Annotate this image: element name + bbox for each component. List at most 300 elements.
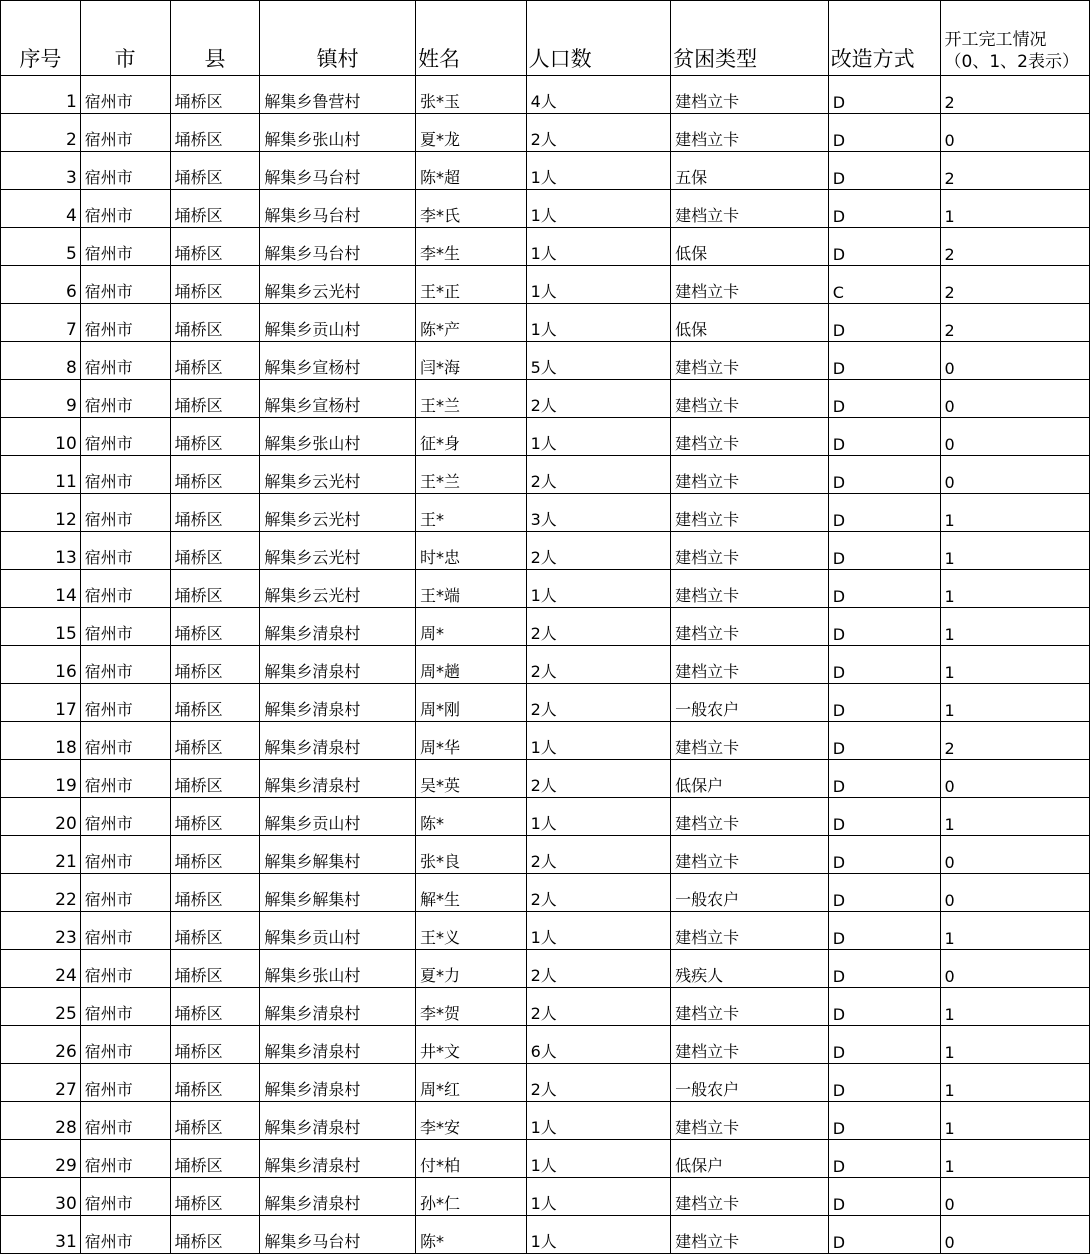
table-row: [1, 1178, 1090, 1216]
cell-town-village: 解集乡清泉村: [260, 684, 416, 722]
cell-city: 宿州市: [80, 228, 170, 266]
cell-poverty-type: 低保: [671, 228, 829, 266]
cell-construction-status: 0: [940, 1216, 1089, 1254]
cell-county: 埇桥区: [170, 988, 260, 1026]
cell-population: 1人: [526, 1140, 671, 1178]
cell-population: 1人: [526, 1216, 671, 1254]
cell-town-village: 解集乡解集村: [260, 836, 416, 874]
cell-city: 宿州市: [80, 836, 170, 874]
table-row: [1, 836, 1090, 874]
cell-serial-number: 26: [1, 1026, 81, 1064]
cell-renovation-method: D: [828, 874, 940, 912]
cell-serial-number: 1: [1, 76, 81, 114]
cell-name: 王*端: [416, 570, 527, 608]
cell-construction-status: 1: [940, 494, 1089, 532]
cell-serial-number: 23: [1, 912, 81, 950]
cell-city: 宿州市: [80, 266, 170, 304]
cell-population: 2人: [526, 684, 671, 722]
cell-county: 埇桥区: [170, 608, 260, 646]
cell-poverty-type: 残疾人: [671, 950, 829, 988]
cell-name: 陈*: [416, 1216, 527, 1254]
cell-population: 2人: [526, 874, 671, 912]
cell-renovation-method: D: [828, 1178, 940, 1216]
cell-name: 孙*仁: [416, 1178, 527, 1216]
cell-town-village: 解集乡清泉村: [260, 1026, 416, 1064]
cell-renovation-method: D: [828, 570, 940, 608]
cell-renovation-method: D: [828, 608, 940, 646]
cell-serial-number: 15: [1, 608, 81, 646]
cell-poverty-type: 建档立卡: [671, 418, 829, 456]
cell-town-village: 解集乡清泉村: [260, 1102, 416, 1140]
cell-renovation-method: D: [828, 1102, 940, 1140]
table-row: [1, 1216, 1090, 1254]
cell-city: 宿州市: [80, 76, 170, 114]
cell-city: 宿州市: [80, 722, 170, 760]
cell-construction-status: 1: [940, 532, 1089, 570]
cell-town-village: 解集乡张山村: [260, 418, 416, 456]
cell-renovation-method: D: [828, 190, 940, 228]
cell-renovation-method: D: [828, 1026, 940, 1064]
table-header: [1, 1, 1090, 76]
cell-county: 埇桥区: [170, 1064, 260, 1102]
header-name: 姓名: [416, 1, 527, 76]
cell-name: 吴*英: [416, 760, 527, 798]
cell-city: 宿州市: [80, 418, 170, 456]
cell-serial-number: 4: [1, 190, 81, 228]
cell-town-village: 解集乡清泉村: [260, 988, 416, 1026]
cell-name: 王*兰: [416, 456, 527, 494]
cell-serial-number: 25: [1, 988, 81, 1026]
table-row: [1, 532, 1090, 570]
table-row: [1, 722, 1090, 760]
cell-town-village: 解集乡张山村: [260, 950, 416, 988]
cell-population: 1人: [526, 1178, 671, 1216]
cell-population: 1人: [526, 304, 671, 342]
cell-county: 埇桥区: [170, 684, 260, 722]
cell-city: 宿州市: [80, 152, 170, 190]
cell-construction-status: 0: [940, 874, 1089, 912]
cell-renovation-method: D: [828, 950, 940, 988]
cell-name: 周*趟: [416, 646, 527, 684]
cell-name: 王*: [416, 494, 527, 532]
cell-serial-number: 10: [1, 418, 81, 456]
cell-construction-status: 1: [940, 190, 1089, 228]
cell-county: 埇桥区: [170, 494, 260, 532]
header-row: [1, 1, 1090, 76]
cell-town-village: 解集乡云光村: [260, 494, 416, 532]
cell-population: 1人: [526, 190, 671, 228]
cell-town-village: 解集乡清泉村: [260, 1140, 416, 1178]
cell-county: 埇桥区: [170, 1216, 260, 1254]
cell-city: 宿州市: [80, 798, 170, 836]
cell-poverty-type: 建档立卡: [671, 836, 829, 874]
cell-name: 井*文: [416, 1026, 527, 1064]
header-population: 人口数: [526, 1, 671, 76]
cell-construction-status: 2: [940, 228, 1089, 266]
cell-serial-number: 21: [1, 836, 81, 874]
cell-county: 埇桥区: [170, 646, 260, 684]
cell-city: 宿州市: [80, 380, 170, 418]
table-row: [1, 1064, 1090, 1102]
cell-serial-number: 9: [1, 380, 81, 418]
cell-name: 陈*超: [416, 152, 527, 190]
cell-construction-status: 2: [940, 152, 1089, 190]
cell-county: 埇桥区: [170, 1102, 260, 1140]
cell-serial-number: 14: [1, 570, 81, 608]
cell-name: 李*安: [416, 1102, 527, 1140]
cell-town-village: 解集乡贡山村: [260, 912, 416, 950]
cell-name: 周*刚: [416, 684, 527, 722]
cell-renovation-method: D: [828, 912, 940, 950]
cell-poverty-type: 建档立卡: [671, 1102, 829, 1140]
cell-renovation-method: D: [828, 988, 940, 1026]
cell-county: 埇桥区: [170, 874, 260, 912]
cell-poverty-type: 建档立卡: [671, 494, 829, 532]
cell-name: 王*义: [416, 912, 527, 950]
cell-name: 王*兰: [416, 380, 527, 418]
cell-town-village: 解集乡张山村: [260, 114, 416, 152]
cell-town-village: 解集乡云光村: [260, 570, 416, 608]
cell-poverty-type: 五保: [671, 152, 829, 190]
table-row: [1, 1102, 1090, 1140]
cell-construction-status: 0: [940, 950, 1089, 988]
cell-city: 宿州市: [80, 1216, 170, 1254]
cell-town-village: 解集乡云光村: [260, 456, 416, 494]
cell-renovation-method: D: [828, 152, 940, 190]
cell-construction-status: 1: [940, 608, 1089, 646]
cell-poverty-type: 建档立卡: [671, 380, 829, 418]
cell-town-village: 解集乡云光村: [260, 266, 416, 304]
cell-serial-number: 11: [1, 456, 81, 494]
cell-renovation-method: D: [828, 1140, 940, 1178]
cell-renovation-method: D: [828, 380, 940, 418]
cell-renovation-method: D: [828, 418, 940, 456]
cell-serial-number: 30: [1, 1178, 81, 1216]
cell-county: 埇桥区: [170, 950, 260, 988]
cell-name: 时*忠: [416, 532, 527, 570]
cell-serial-number: 6: [1, 266, 81, 304]
cell-name: 付*柏: [416, 1140, 527, 1178]
cell-city: 宿州市: [80, 1026, 170, 1064]
cell-poverty-type: 一般农户: [671, 1064, 829, 1102]
cell-county: 埇桥区: [170, 190, 260, 228]
cell-poverty-type: 低保户: [671, 1140, 829, 1178]
cell-serial-number: 20: [1, 798, 81, 836]
cell-name: 李*贺: [416, 988, 527, 1026]
table-row: [1, 950, 1090, 988]
cell-town-village: 解集乡宣杨村: [260, 342, 416, 380]
cell-serial-number: 16: [1, 646, 81, 684]
cell-renovation-method: D: [828, 304, 940, 342]
cell-county: 埇桥区: [170, 1178, 260, 1216]
cell-town-village: 解集乡马台村: [260, 190, 416, 228]
cell-construction-status: 2: [940, 304, 1089, 342]
cell-population: 2人: [526, 950, 671, 988]
cell-construction-status: 0: [940, 760, 1089, 798]
cell-town-village: 解集乡贡山村: [260, 798, 416, 836]
cell-town-village: 解集乡清泉村: [260, 1178, 416, 1216]
cell-city: 宿州市: [80, 1102, 170, 1140]
table-row: [1, 266, 1090, 304]
table-row: [1, 684, 1090, 722]
cell-county: 埇桥区: [170, 836, 260, 874]
cell-county: 埇桥区: [170, 798, 260, 836]
cell-renovation-method: D: [828, 722, 940, 760]
cell-poverty-type: 建档立卡: [671, 608, 829, 646]
cell-county: 埇桥区: [170, 266, 260, 304]
cell-poverty-type: 建档立卡: [671, 1178, 829, 1216]
cell-town-village: 解集乡马台村: [260, 228, 416, 266]
cell-name: 周*华: [416, 722, 527, 760]
cell-poverty-type: 建档立卡: [671, 1026, 829, 1064]
table-row: [1, 760, 1090, 798]
table-row: [1, 608, 1090, 646]
cell-construction-status: 1: [940, 570, 1089, 608]
table-row: [1, 798, 1090, 836]
cell-population: 1人: [526, 570, 671, 608]
cell-county: 埇桥区: [170, 570, 260, 608]
cell-construction-status: 1: [940, 988, 1089, 1026]
cell-construction-status: 0: [940, 1178, 1089, 1216]
cell-population: 2人: [526, 456, 671, 494]
table-row: [1, 1026, 1090, 1064]
header-poverty-type: 贫困类型: [671, 1, 829, 76]
cell-poverty-type: 建档立卡: [671, 722, 829, 760]
cell-population: 2人: [526, 532, 671, 570]
cell-poverty-type: 建档立卡: [671, 912, 829, 950]
cell-city: 宿州市: [80, 532, 170, 570]
table-row: [1, 114, 1090, 152]
cell-renovation-method: D: [828, 646, 940, 684]
cell-serial-number: 8: [1, 342, 81, 380]
cell-population: 1人: [526, 912, 671, 950]
cell-county: 埇桥区: [170, 114, 260, 152]
cell-name: 张*玉: [416, 76, 527, 114]
cell-serial-number: 27: [1, 1064, 81, 1102]
header-serial-number: 序号: [1, 1, 81, 76]
cell-name: 征*身: [416, 418, 527, 456]
cell-name: 李*氏: [416, 190, 527, 228]
cell-population: 4人: [526, 76, 671, 114]
cell-county: 埇桥区: [170, 380, 260, 418]
cell-county: 埇桥区: [170, 912, 260, 950]
cell-county: 埇桥区: [170, 418, 260, 456]
cell-poverty-type: 建档立卡: [671, 456, 829, 494]
cell-name: 王*正: [416, 266, 527, 304]
table-row: [1, 456, 1090, 494]
cell-poverty-type: 低保户: [671, 760, 829, 798]
cell-poverty-type: 建档立卡: [671, 114, 829, 152]
table-row: [1, 304, 1090, 342]
cell-renovation-method: D: [828, 1064, 940, 1102]
cell-renovation-method: D: [828, 684, 940, 722]
cell-construction-status: 0: [940, 836, 1089, 874]
cell-population: 6人: [526, 1026, 671, 1064]
cell-population: 2人: [526, 608, 671, 646]
cell-poverty-type: 低保: [671, 304, 829, 342]
cell-city: 宿州市: [80, 190, 170, 228]
cell-name: 闫*海: [416, 342, 527, 380]
table-row: [1, 570, 1090, 608]
table-row: [1, 874, 1090, 912]
cell-county: 埇桥区: [170, 342, 260, 380]
cell-population: 2人: [526, 380, 671, 418]
cell-construction-status: 0: [940, 342, 1089, 380]
cell-population: 2人: [526, 646, 671, 684]
cell-serial-number: 28: [1, 1102, 81, 1140]
cell-city: 宿州市: [80, 912, 170, 950]
cell-town-village: 解集乡清泉村: [260, 1064, 416, 1102]
cell-city: 宿州市: [80, 646, 170, 684]
cell-town-village: 解集乡云光村: [260, 532, 416, 570]
cell-town-village: 解集乡宣杨村: [260, 380, 416, 418]
table-body: [1, 76, 1090, 1254]
table-row: [1, 152, 1090, 190]
header-construction-status: 开工完工情况（0、1、2表示）: [940, 1, 1089, 76]
cell-name: 李*生: [416, 228, 527, 266]
table-row: [1, 380, 1090, 418]
cell-town-village: 解集乡马台村: [260, 152, 416, 190]
cell-serial-number: 29: [1, 1140, 81, 1178]
cell-name: 陈*: [416, 798, 527, 836]
cell-poverty-type: 建档立卡: [671, 798, 829, 836]
cell-serial-number: 24: [1, 950, 81, 988]
cell-construction-status: 0: [940, 456, 1089, 494]
cell-poverty-type: 一般农户: [671, 874, 829, 912]
table-row: [1, 76, 1090, 114]
table-row: [1, 418, 1090, 456]
cell-population: 3人: [526, 494, 671, 532]
cell-town-village: 解集乡鲁营村: [260, 76, 416, 114]
cell-name: 周*: [416, 608, 527, 646]
cell-construction-status: 0: [940, 114, 1089, 152]
cell-name: 解*生: [416, 874, 527, 912]
cell-county: 埇桥区: [170, 760, 260, 798]
cell-poverty-type: 建档立卡: [671, 646, 829, 684]
cell-construction-status: 0: [940, 380, 1089, 418]
cell-serial-number: 31: [1, 1216, 81, 1254]
cell-name: 张*良: [416, 836, 527, 874]
cell-town-village: 解集乡清泉村: [260, 646, 416, 684]
cell-city: 宿州市: [80, 114, 170, 152]
cell-town-village: 解集乡贡山村: [260, 304, 416, 342]
cell-county: 埇桥区: [170, 76, 260, 114]
table-row: [1, 912, 1090, 950]
cell-renovation-method: C: [828, 266, 940, 304]
cell-population: 1人: [526, 152, 671, 190]
cell-renovation-method: D: [828, 114, 940, 152]
cell-county: 埇桥区: [170, 456, 260, 494]
cell-town-village: 解集乡马台村: [260, 1216, 416, 1254]
cell-construction-status: 1: [940, 1140, 1089, 1178]
cell-population: 1人: [526, 266, 671, 304]
cell-town-village: 解集乡清泉村: [260, 722, 416, 760]
cell-renovation-method: D: [828, 532, 940, 570]
cell-renovation-method: D: [828, 456, 940, 494]
cell-construction-status: 1: [940, 1064, 1089, 1102]
header-city: 市: [80, 1, 170, 76]
cell-renovation-method: D: [828, 836, 940, 874]
cell-serial-number: 13: [1, 532, 81, 570]
cell-county: 埇桥区: [170, 1026, 260, 1064]
cell-county: 埇桥区: [170, 532, 260, 570]
cell-serial-number: 19: [1, 760, 81, 798]
cell-renovation-method: D: [828, 494, 940, 532]
cell-construction-status: 2: [940, 722, 1089, 760]
header-town-village: 镇村: [260, 1, 416, 76]
cell-population: 2人: [526, 836, 671, 874]
cell-construction-status: 2: [940, 76, 1089, 114]
cell-poverty-type: 一般农户: [671, 684, 829, 722]
cell-construction-status: 1: [940, 646, 1089, 684]
cell-renovation-method: D: [828, 798, 940, 836]
cell-city: 宿州市: [80, 304, 170, 342]
cell-name: 夏*龙: [416, 114, 527, 152]
cell-serial-number: 18: [1, 722, 81, 760]
cell-county: 埇桥区: [170, 304, 260, 342]
cell-city: 宿州市: [80, 1140, 170, 1178]
cell-poverty-type: 建档立卡: [671, 190, 829, 228]
cell-city: 宿州市: [80, 456, 170, 494]
cell-renovation-method: D: [828, 760, 940, 798]
cell-serial-number: 12: [1, 494, 81, 532]
cell-renovation-method: D: [828, 228, 940, 266]
cell-population: 2人: [526, 1064, 671, 1102]
header-renovation-method: 改造方式: [828, 1, 940, 76]
cell-construction-status: 1: [940, 1026, 1089, 1064]
cell-serial-number: 3: [1, 152, 81, 190]
cell-construction-status: 1: [940, 798, 1089, 836]
table-row: [1, 342, 1090, 380]
cell-serial-number: 5: [1, 228, 81, 266]
cell-poverty-type: 建档立卡: [671, 532, 829, 570]
cell-city: 宿州市: [80, 874, 170, 912]
cell-population: 2人: [526, 760, 671, 798]
cell-city: 宿州市: [80, 950, 170, 988]
cell-city: 宿州市: [80, 988, 170, 1026]
cell-construction-status: 2: [940, 266, 1089, 304]
cell-construction-status: 1: [940, 684, 1089, 722]
cell-county: 埇桥区: [170, 152, 260, 190]
cell-poverty-type: 建档立卡: [671, 342, 829, 380]
cell-city: 宿州市: [80, 1178, 170, 1216]
cell-town-village: 解集乡清泉村: [260, 760, 416, 798]
cell-construction-status: 0: [940, 418, 1089, 456]
cell-poverty-type: 建档立卡: [671, 570, 829, 608]
cell-population: 1人: [526, 722, 671, 760]
cell-population: 1人: [526, 798, 671, 836]
cell-renovation-method: D: [828, 76, 940, 114]
cell-population: 5人: [526, 342, 671, 380]
cell-poverty-type: 建档立卡: [671, 988, 829, 1026]
cell-county: 埇桥区: [170, 1140, 260, 1178]
cell-city: 宿州市: [80, 760, 170, 798]
cell-renovation-method: D: [828, 1216, 940, 1254]
cell-poverty-type: 建档立卡: [671, 266, 829, 304]
cell-town-village: 解集乡解集村: [260, 874, 416, 912]
cell-city: 宿州市: [80, 1064, 170, 1102]
cell-population: 1人: [526, 418, 671, 456]
cell-population: 1人: [526, 1102, 671, 1140]
table-row: [1, 494, 1090, 532]
cell-county: 埇桥区: [170, 228, 260, 266]
cell-serial-number: 2: [1, 114, 81, 152]
cell-construction-status: 1: [940, 912, 1089, 950]
table-row: [1, 988, 1090, 1026]
cell-construction-status: 1: [940, 1102, 1089, 1140]
cell-population: 2人: [526, 988, 671, 1026]
cell-town-village: 解集乡清泉村: [260, 608, 416, 646]
